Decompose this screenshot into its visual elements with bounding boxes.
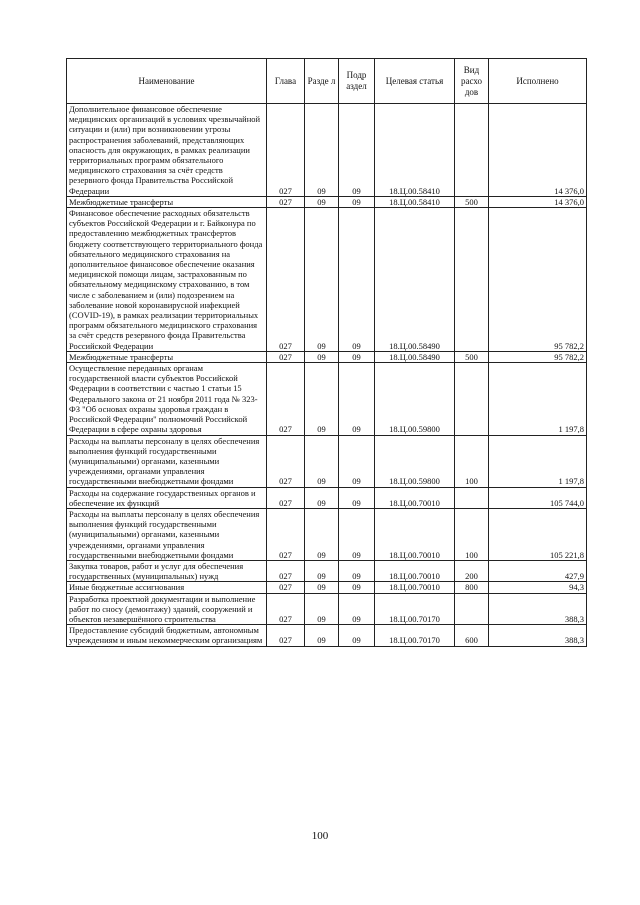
row-name: Расходы на выплаты персоналу в целях обеспечения выполнения функций государственными (муниципальными) органами, казенными учреждениями, органами управления государственными внебюджетными фондами: [67, 435, 267, 487]
row-target: 18.Ц.00.70010: [375, 487, 455, 508]
row-executed: 95 782,2: [489, 208, 587, 352]
row-podrazdel: 09: [339, 208, 375, 352]
row-executed: 105 221,8: [489, 508, 587, 560]
table-row: [67, 508, 587, 560]
budget-table: [66, 58, 587, 647]
row-razdel: 09: [305, 104, 339, 197]
row-vid: [455, 487, 489, 508]
row-vid: [455, 104, 489, 197]
row-razdel: 09: [305, 625, 339, 646]
row-razdel: 09: [305, 508, 339, 560]
row-executed: 14 376,0: [489, 196, 587, 207]
row-executed: 94,3: [489, 582, 587, 593]
row-target: 18.Ц.00.58410: [375, 104, 455, 197]
row-podrazdel: 09: [339, 104, 375, 197]
header-executed: Исполнено: [489, 59, 587, 104]
table-header-row: [67, 59, 587, 104]
row-vid: 100: [455, 508, 489, 560]
header-podrazdel: Подр аздел: [339, 59, 375, 104]
row-razdel: 09: [305, 560, 339, 581]
row-name: Межбюджетные трансферты: [67, 351, 267, 362]
row-razdel: 09: [305, 593, 339, 625]
row-glava: 027: [267, 625, 305, 646]
row-glava: 027: [267, 363, 305, 435]
row-target: 18.Ц.00.59800: [375, 363, 455, 435]
row-vid: [455, 593, 489, 625]
row-target: 18.Ц.00.58410: [375, 196, 455, 207]
header-target: Целевая статья: [375, 59, 455, 104]
table-row: [67, 582, 587, 593]
table-row: [67, 104, 587, 197]
row-podrazdel: 09: [339, 487, 375, 508]
row-target: 18.Ц.00.70170: [375, 593, 455, 625]
row-target: 18.Ц.00.70170: [375, 625, 455, 646]
table-row: [67, 196, 587, 207]
row-executed: 14 376,0: [489, 104, 587, 197]
row-name: Предоставление субсидий бюджетным, автономным учреждениям и иным некоммерческим организациям: [67, 625, 267, 646]
row-name: Финансовое обеспечение расходных обязательств субъектов Российской Федерации и г. Байконура по предоставлению межбюджетных трансфертов бюджету соответствующего территориального фонда обязательного медицинского страхования на дополнительное финансовое обеспечение оказания медицинской помощи лицам, застрахованным по обязательному медицинскому страхованию, в том числе с заболеванием и (или) подозрением на заболевание новой коронавирусной инфекцией (COVID-19), в рамках реализации территориальных программ обязательного медицинского страхования за счёт средств резервного фонда Правительства Российской Федерации: [67, 208, 267, 352]
row-vid: 100: [455, 435, 489, 487]
row-vid: 800: [455, 582, 489, 593]
row-razdel: 09: [305, 487, 339, 508]
table-row: [67, 487, 587, 508]
row-razdel: 09: [305, 435, 339, 487]
page-number: 100: [311, 830, 329, 842]
row-vid: 200: [455, 560, 489, 581]
row-glava: 027: [267, 593, 305, 625]
table-row: [67, 625, 587, 646]
row-razdel: 09: [305, 208, 339, 352]
table-row: [67, 351, 587, 362]
row-name: Разработка проектной документации и выполнение работ по сносу (демонтажу) зданий, сооружений и объектов незавершённого строительства: [67, 593, 267, 625]
row-podrazdel: 09: [339, 582, 375, 593]
row-vid: 500: [455, 351, 489, 362]
row-razdel: 09: [305, 351, 339, 362]
row-target: 18.Ц.00.59800: [375, 435, 455, 487]
table-row: [67, 593, 587, 625]
row-name: Иные бюджетные ассигнования: [67, 582, 267, 593]
row-podrazdel: 09: [339, 435, 375, 487]
header-glava: Глава: [267, 59, 305, 104]
row-executed: 1 197,8: [489, 435, 587, 487]
row-glava: 027: [267, 196, 305, 207]
header-vid: Вид расхо дов: [455, 59, 489, 104]
row-target: 18.Ц.00.70010: [375, 560, 455, 581]
header-razdel: Разде л: [305, 59, 339, 104]
row-glava: 027: [267, 560, 305, 581]
row-podrazdel: 09: [339, 508, 375, 560]
table-row: [67, 435, 587, 487]
row-target: 18.Ц.00.58490: [375, 351, 455, 362]
row-executed: 1 197,8: [489, 363, 587, 435]
row-razdel: 09: [305, 196, 339, 207]
row-glava: 027: [267, 487, 305, 508]
row-target: 18.Ц.00.70010: [375, 582, 455, 593]
row-podrazdel: 09: [339, 625, 375, 646]
row-name: Расходы на выплаты персоналу в целях обеспечения выполнения функций государственными (муниципальными) органами, казенными учреждениями, органами управления государственными внебюджетными фондами: [67, 508, 267, 560]
row-glava: 027: [267, 104, 305, 197]
row-name: Расходы на содержание государственных органов и обеспечение их функций: [67, 487, 267, 508]
table-row: [67, 560, 587, 581]
row-executed: 427,9: [489, 560, 587, 581]
row-razdel: 09: [305, 582, 339, 593]
row-glava: 027: [267, 208, 305, 352]
row-executed: 388,3: [489, 593, 587, 625]
row-name: Осуществление переданных органам государственной власти субъектов Российской Федерации в соответствии с частью 1 статьи 15 Федерального закона от 21 ноября 2011 года № 323-ФЗ "Об основах охраны здоровья граждан в Российской Федерации" полномочий Российской Федерации в сфере охраны здоровья: [67, 363, 267, 435]
row-name: Закупка товаров, работ и услуг для обеспечения государственных (муниципальных) нужд: [67, 560, 267, 581]
row-glava: 027: [267, 582, 305, 593]
row-vid: 500: [455, 196, 489, 207]
row-executed: 105 744,0: [489, 487, 587, 508]
row-vid: 600: [455, 625, 489, 646]
row-target: 18.Ц.00.58490: [375, 208, 455, 352]
table-row: [67, 208, 587, 352]
row-glava: 027: [267, 351, 305, 362]
row-target: 18.Ц.00.70010: [375, 508, 455, 560]
row-name: Межбюджетные трансферты: [67, 196, 267, 207]
row-podrazdel: 09: [339, 196, 375, 207]
row-podrazdel: 09: [339, 593, 375, 625]
row-vid: [455, 208, 489, 352]
row-glava: 027: [267, 435, 305, 487]
header-name: Наименование: [67, 59, 267, 104]
row-podrazdel: 09: [339, 351, 375, 362]
row-vid: [455, 363, 489, 435]
row-executed: 388,3: [489, 625, 587, 646]
row-razdel: 09: [305, 363, 339, 435]
row-podrazdel: 09: [339, 560, 375, 581]
table-row: [67, 363, 587, 435]
row-glava: 027: [267, 508, 305, 560]
row-name: Дополнительное финансовое обеспечение медицинских организаций в условиях чрезвычайной ситуации и (или) при возникновении угрозы распространения заболеваний, представляющих опасность для окружающих, в рамках реализации территориальных программ обязательного медицинского страхования за счёт средств резервного фонда Правительства Российской Федерации: [67, 104, 267, 197]
row-podrazdel: 09: [339, 363, 375, 435]
row-executed: 95 782,2: [489, 351, 587, 362]
